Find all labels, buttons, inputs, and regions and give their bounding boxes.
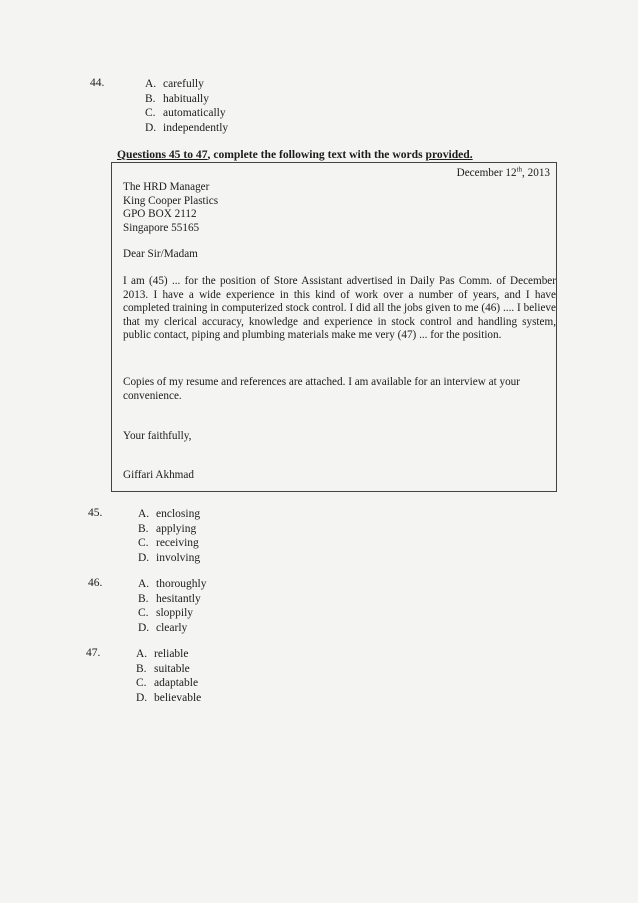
recipient-address <box>123 181 218 235</box>
question-45-option-d: D. involving <box>138 551 201 564</box>
address-line: GPO BOX 2112 <box>123 208 197 221</box>
question-45-option-a: A. enclosing <box>138 508 201 520</box>
address-line: Singapore 55165 <box>123 221 200 234</box>
question-45-option-b: B. applying <box>138 522 197 535</box>
question-46-number: 46. <box>88 577 103 589</box>
question-47-option-c: C. adaptable <box>136 677 199 690</box>
question-46-option-b: B. hesitantly <box>138 592 201 605</box>
question-46-option-a: A. thoroughly <box>138 578 207 590</box>
question-47-option-a: A. reliable <box>136 648 189 660</box>
instruction-end: provided. <box>425 148 473 161</box>
question-44-option-b: B. habitually <box>145 92 209 105</box>
letter-paragraph-2: Copies of my resume and references are attached. I am available for an interview at your convenience. <box>123 376 520 402</box>
address-line: The HRD Manager <box>123 181 210 193</box>
question-44-number: 44. <box>90 77 105 89</box>
question-45-number: 45. <box>88 507 103 519</box>
letter-closing: Your faithfully, <box>123 430 192 442</box>
question-47-number: 47. <box>86 647 101 659</box>
section-instruction <box>117 148 473 161</box>
instruction-range: Questions 45 to 47 <box>117 148 208 161</box>
question-44-option-a: A. carefully <box>145 78 204 90</box>
question-45-options <box>138 507 200 565</box>
question-44-option-c: C. automatically <box>145 107 226 120</box>
question-46-option-c: C. sloppily <box>138 607 194 620</box>
letter-box <box>111 162 557 492</box>
question-47-options <box>136 647 201 705</box>
question-46-options <box>138 577 206 635</box>
instruction-text: , complete the following text with the words <box>207 148 426 161</box>
letter-date: December 12th, 2013 <box>456 165 550 179</box>
question-47-option-d: D. believable <box>136 691 202 704</box>
question-47-option-b: B. suitable <box>136 662 190 675</box>
question-44-option-d: D. independently <box>145 121 229 134</box>
address-line: King Cooper Plastics <box>123 194 219 207</box>
question-45-option-c: C. receiving <box>138 537 199 550</box>
letter-salutation: Dear Sir/Madam <box>123 248 198 260</box>
letter-paragraph-1: I am (45) ... for the position of Store Assistant advertised in Daily Pas Comm. of December 2013. I have a wide experience in this kind of work over a number of years, and I have completed training in computerized stock control. I did all the jobs given to me (46) .... I believe that my clerical accuracy, knowledge and experience in stock control and handling system, public contact, piping and plumbing materials make me very (47) ... for the position. <box>123 275 556 342</box>
question-46-option-d: D. clearly <box>138 621 188 634</box>
letter-signature: Giffari Akhmad <box>123 469 194 481</box>
question-44-options <box>145 77 228 135</box>
